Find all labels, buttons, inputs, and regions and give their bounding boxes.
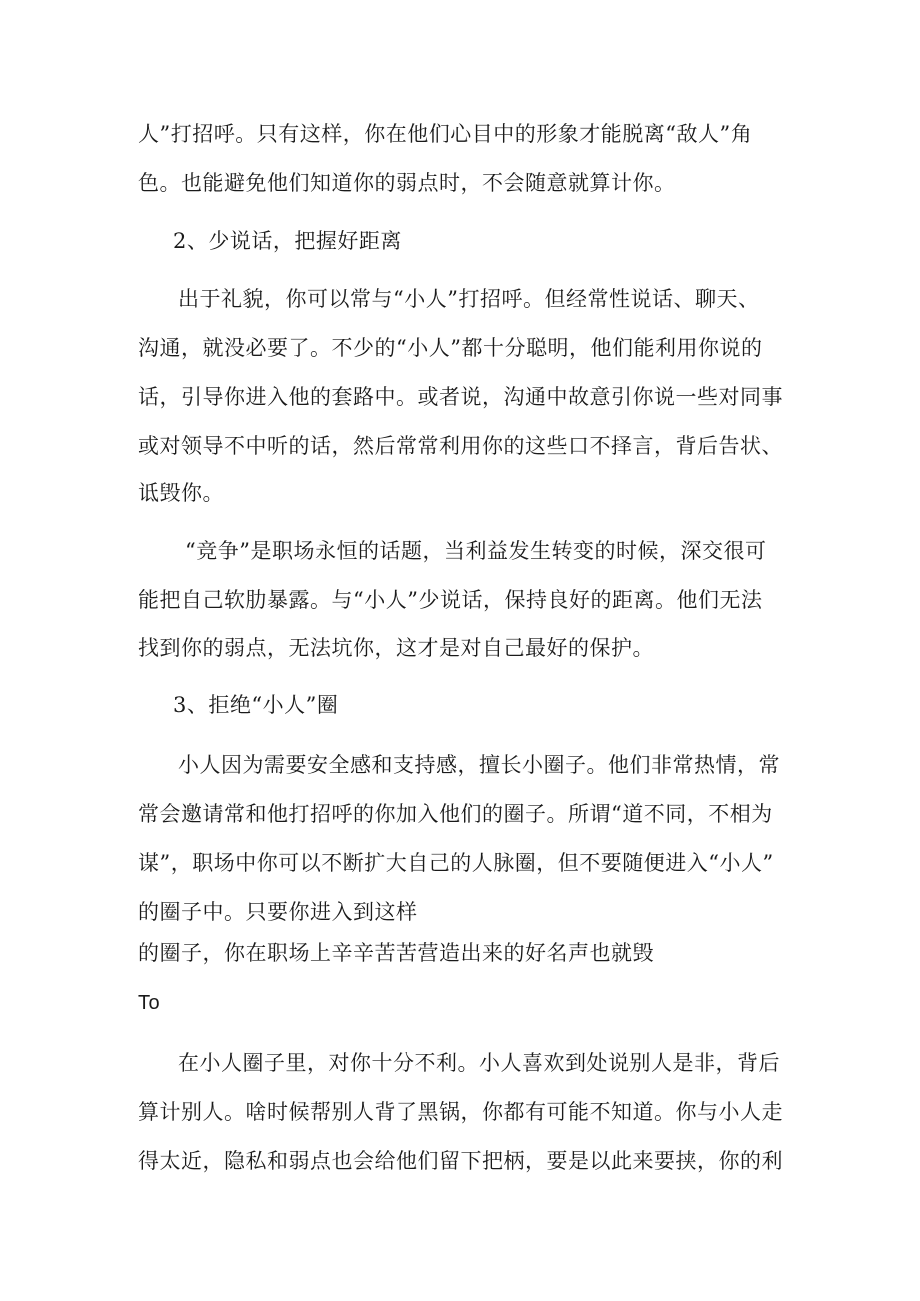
paragraph-line: “竞争”是职场永恒的话题，当利益发生转变的时候，深交很可 bbox=[185, 539, 767, 563]
paragraph-line: 的圈子中。只要你进入到这样 bbox=[138, 900, 418, 924]
paragraph-line: 小人因为需要安全感和支持感，擅长小圈子。他们非常热情，常 bbox=[178, 753, 780, 777]
paragraph-line: 常会邀请常和他打招呼的你加入他们的圈子。所谓“道不同，不相为 bbox=[138, 802, 773, 826]
paragraph-line: 人”打招呼。只有这样，你在他们心目中的形象才能脱离“敌人”角 bbox=[138, 122, 753, 146]
paragraph-line: 在小人圈子里，对你十分不利。小人喜欢到处说别人是非，背后 bbox=[178, 1051, 780, 1075]
paragraph-line: 能把自己软肋暴露。与“小人”少说话，保持良好的距离。他们无法 bbox=[138, 588, 763, 612]
section-heading-2: 2、少说话，把握好距离 bbox=[173, 229, 402, 253]
paragraph-line: 得太近，隐私和弱点也会给他们留下把柄，要是以此来要挟，你的利 bbox=[138, 1149, 783, 1173]
paragraph-line: 话，引导你进入他的套路中。或者说，沟通中故意引你说一些对同事 bbox=[138, 385, 783, 409]
section-heading-3: 3、拒绝“小人”圈 bbox=[173, 693, 339, 717]
paragraph-line: 算计别人。啥时候帮别人背了黑锅，你都有可能不知道。你与小人走 bbox=[138, 1100, 783, 1124]
paragraph-line: 谋”，职场中你可以不断扩大自己的人脉圈，但不要随便进入“小人” bbox=[138, 851, 774, 875]
paragraph-line: 的圈子，你在职场上辛辛苦苦营造出来的好名声也就毁 bbox=[138, 941, 654, 965]
paragraph-line: 出于礼貌，你可以常与“小人”打招呼。但经常性说话、聊天、 bbox=[178, 287, 760, 311]
paragraph-line: 色。也能避免他们知道你的弱点时，不会随意就算计你。 bbox=[138, 171, 676, 195]
fragment-text: To bbox=[138, 992, 161, 1014]
paragraph-line: 诋毁你。 bbox=[138, 481, 224, 505]
paragraph-line: 找到你的弱点，无法坑你，这才是对自己最好的保护。 bbox=[138, 636, 654, 660]
paragraph-line: 沟通，就没必要了。不少的“小人”都十分聪明，他们能利用你说的 bbox=[138, 336, 763, 360]
paragraph-line: 或对领导不中听的话，然后常常利用你的这些口不择言，背后告状、 bbox=[138, 434, 783, 458]
